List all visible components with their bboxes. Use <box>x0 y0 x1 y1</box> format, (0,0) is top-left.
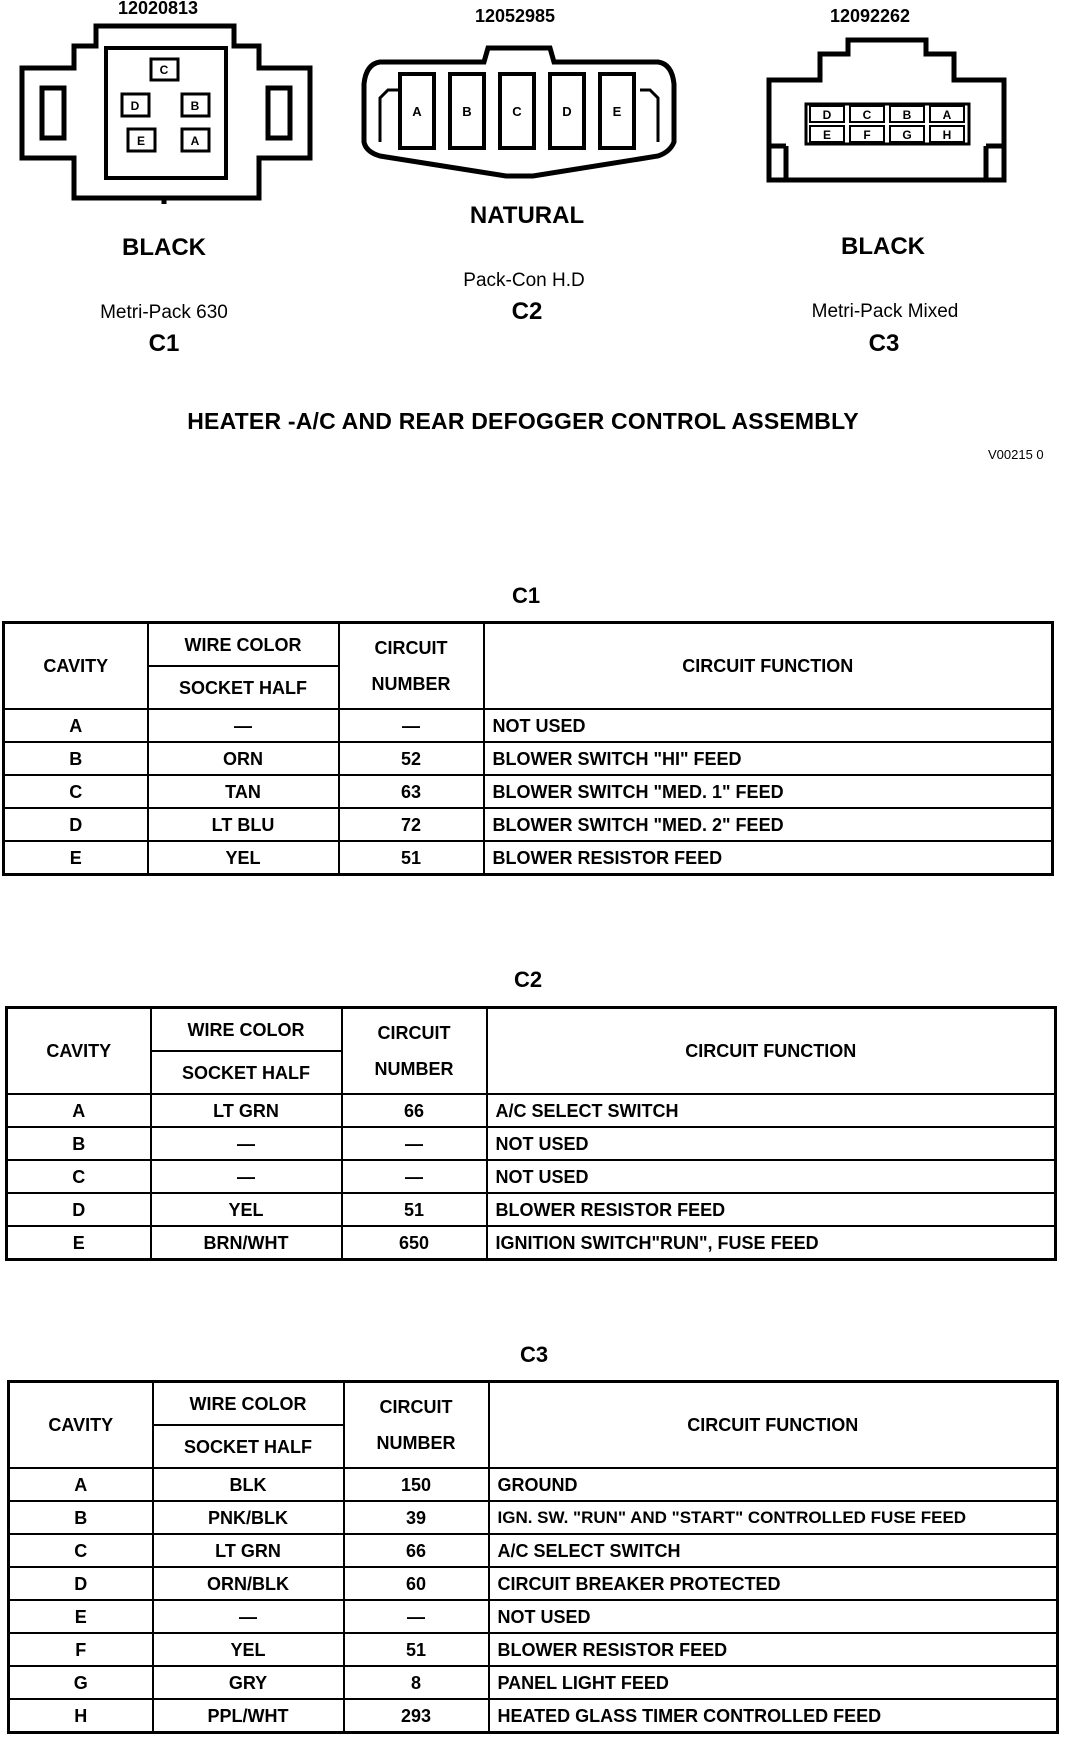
c3-cavity-label: B <box>902 108 912 122</box>
c2-part-number: 12052985 <box>474 6 556 26</box>
table-row <box>4 841 1053 875</box>
header-number: NUMBER <box>374 1059 454 1079</box>
wire-color-cell: ORN/BLK <box>153 1567 344 1600</box>
cavity-cell: B <box>9 1501 153 1534</box>
circuit-number-cell: — <box>344 1600 489 1633</box>
wire-color-cell: YEL <box>151 1193 342 1226</box>
c2-cavity-label: C <box>512 104 522 119</box>
c2-cavity-label: A <box>412 104 422 119</box>
c1-cavity-label: B <box>190 99 200 113</box>
c3-cavity-label: H <box>942 128 952 142</box>
wire-color-cell: — <box>153 1600 344 1633</box>
header-circuit: CIRCUIT <box>377 1023 451 1043</box>
header-function: CIRCUIT FUNCTION <box>489 1382 1058 1469</box>
header-wire-color: WIRE COLOR <box>148 623 339 667</box>
header-function: CIRCUIT FUNCTION <box>484 623 1053 710</box>
wire-color-cell: — <box>151 1160 342 1193</box>
circuit-function-cell: BLOWER SWITCH "MED. 2" FEED <box>484 808 1053 841</box>
table-row <box>9 1534 1058 1567</box>
circuit-function-cell: BLOWER RESISTOR FEED <box>487 1193 1056 1226</box>
table-c1-title: C1 <box>511 583 541 608</box>
circuit-function-cell: CIRCUIT BREAKER PROTECTED <box>489 1567 1058 1600</box>
c2-family: Pack-Con H.D <box>463 270 585 291</box>
circuit-number-cell: 60 <box>344 1567 489 1600</box>
circuit-number-cell: 150 <box>344 1468 489 1501</box>
cavity-cell: E <box>7 1226 151 1260</box>
header-socket-half: SOCKET HALF <box>148 666 339 709</box>
circuit-function-cell: PANEL LIGHT FEED <box>489 1666 1058 1699</box>
circuit-number-cell: — <box>339 709 484 742</box>
circuit-number-cell: — <box>342 1127 487 1160</box>
circuit-number-cell: 63 <box>339 775 484 808</box>
circuit-function-cell: A/C SELECT SWITCH <box>487 1094 1056 1127</box>
circuit-function-cell: IGNITION SWITCH"RUN", FUSE FEED <box>487 1226 1056 1260</box>
cavity-cell: A <box>4 709 148 742</box>
circuit-number-cell: 8 <box>344 1666 489 1699</box>
circuit-function-cell: BLOWER SWITCH "MED. 1" FEED <box>484 775 1053 808</box>
table-row <box>7 1160 1056 1193</box>
wire-color-cell: GRY <box>153 1666 344 1699</box>
c3-color: BLACK <box>841 233 925 260</box>
table-row <box>4 742 1053 775</box>
c3-id: C3 <box>868 330 900 357</box>
circuit-number-cell: — <box>342 1160 487 1193</box>
c1-color: BLACK <box>122 234 206 261</box>
c3-cavity-label: F <box>863 128 871 142</box>
table-row <box>9 1699 1058 1733</box>
circuit-number-cell: 72 <box>339 808 484 841</box>
circuit-function-cell: BLOWER RESISTOR FEED <box>484 841 1053 875</box>
circuit-function-cell: HEATED GLASS TIMER CONTROLLED FEED <box>489 1699 1058 1733</box>
circuit-number-cell: 293 <box>344 1699 489 1733</box>
table-row <box>9 1501 1058 1534</box>
table-c2 <box>5 1006 1057 1261</box>
circuit-function-cell: NOT USED <box>487 1127 1056 1160</box>
c1-cavity-label: E <box>136 134 146 148</box>
wire-color-cell: YEL <box>148 841 339 875</box>
cavity-cell: A <box>9 1468 153 1501</box>
wire-color-cell: TAN <box>148 775 339 808</box>
c2-cavity-label: B <box>462 104 472 119</box>
c2-cavity-label: D <box>562 104 572 119</box>
header-circuit-number <box>344 1382 489 1469</box>
figure-code: V00215 0 <box>988 447 1044 462</box>
cavity-cell: C <box>4 775 148 808</box>
header-cavity: CAVITY <box>9 1382 153 1469</box>
table-row <box>4 775 1053 808</box>
wire-color-cell: ORN <box>148 742 339 775</box>
table-row <box>7 1226 1056 1260</box>
wire-color-cell: PPL/WHT <box>153 1699 344 1733</box>
table-c3-title: C3 <box>519 1342 549 1367</box>
cavity-cell: D <box>7 1193 151 1226</box>
c3-connector-drawing <box>764 34 1010 200</box>
cavity-cell: E <box>9 1600 153 1633</box>
circuit-function-cell: NOT USED <box>489 1600 1058 1633</box>
cavity-cell: G <box>9 1666 153 1699</box>
header-socket-half: SOCKET HALF <box>153 1425 344 1468</box>
header-wire-color: WIRE COLOR <box>153 1382 344 1426</box>
wire-color-cell: — <box>148 709 339 742</box>
cavity-cell: F <box>9 1633 153 1666</box>
wire-color-cell: YEL <box>153 1633 344 1666</box>
header-wire-color: WIRE COLOR <box>151 1008 342 1052</box>
circuit-number-cell: 66 <box>344 1534 489 1567</box>
wire-color-cell: BRN/WHT <box>151 1226 342 1260</box>
c3-cavity-label: A <box>942 108 952 122</box>
table-c3 <box>7 1380 1059 1734</box>
circuit-number-cell: 51 <box>344 1633 489 1666</box>
c1-part-number: 12020813 <box>117 0 199 18</box>
circuit-function-cell: BLOWER RESISTOR FEED <box>489 1633 1058 1666</box>
c2-color: NATURAL <box>469 202 585 229</box>
header-number: NUMBER <box>371 674 451 694</box>
c1-cavity-label: C <box>159 63 169 77</box>
header-function: CIRCUIT FUNCTION <box>487 1008 1056 1095</box>
circuit-function-cell: IGN. SW. "RUN" AND "START" CONTROLLED FUSE FEED <box>489 1501 1058 1534</box>
table-row <box>9 1666 1058 1699</box>
cavity-cell: E <box>4 841 148 875</box>
header-number: NUMBER <box>376 1433 456 1453</box>
assembly-title: HEATER -A/C AND REAR DEFOGGER CONTROL ASSEMBLY <box>187 408 859 434</box>
table-row <box>9 1600 1058 1633</box>
cavity-cell: C <box>9 1534 153 1567</box>
header-circuit: CIRCUIT <box>379 1397 453 1417</box>
c1-connector-drawing <box>14 18 314 204</box>
cavity-cell: H <box>9 1699 153 1733</box>
c1-cavity-label: A <box>190 134 200 148</box>
header-circuit-number <box>339 623 484 710</box>
table-row <box>7 1127 1056 1160</box>
wire-color-cell: BLK <box>153 1468 344 1501</box>
header-cavity: CAVITY <box>7 1008 151 1095</box>
table-c2-title: C2 <box>513 967 543 992</box>
cavity-cell: A <box>7 1094 151 1127</box>
circuit-number-cell: 52 <box>339 742 484 775</box>
header-circuit: CIRCUIT <box>374 638 448 658</box>
wire-color-cell: LT GRN <box>153 1534 344 1567</box>
c3-part-number: 12092262 <box>829 6 911 26</box>
circuit-function-cell: GROUND <box>489 1468 1058 1501</box>
c2-cavity-label: E <box>612 104 622 119</box>
circuit-number-cell: 51 <box>342 1193 487 1226</box>
circuit-function-cell: A/C SELECT SWITCH <box>489 1534 1058 1567</box>
table-row <box>4 808 1053 841</box>
circuit-number-cell: 39 <box>344 1501 489 1534</box>
wire-color-cell: LT GRN <box>151 1094 342 1127</box>
circuit-number-cell: 66 <box>342 1094 487 1127</box>
table-row <box>7 1193 1056 1226</box>
circuit-function-cell: BLOWER SWITCH "HI" FEED <box>484 742 1053 775</box>
circuit-number-cell: 51 <box>339 841 484 875</box>
table-row <box>4 709 1053 742</box>
circuit-function-cell: NOT USED <box>487 1160 1056 1193</box>
cavity-cell: B <box>4 742 148 775</box>
c3-cavity-label: G <box>902 128 912 142</box>
table-row <box>9 1567 1058 1600</box>
c3-cavity-label: E <box>822 128 832 142</box>
header-circuit-number <box>342 1008 487 1095</box>
header-socket-half: SOCKET HALF <box>151 1051 342 1094</box>
wire-color-cell: — <box>151 1127 342 1160</box>
c1-family: Metri-Pack 630 <box>100 302 228 323</box>
table-row <box>7 1094 1056 1127</box>
cavity-cell: B <box>7 1127 151 1160</box>
c1-id: C1 <box>148 330 180 357</box>
circuit-function-cell: NOT USED <box>484 709 1053 742</box>
c1-cavity-label: D <box>130 99 140 113</box>
table-row <box>9 1468 1058 1501</box>
wire-color-cell: PNK/BLK <box>153 1501 344 1534</box>
circuit-number-cell: 650 <box>342 1226 487 1260</box>
cavity-cell: D <box>9 1567 153 1600</box>
table-row <box>9 1633 1058 1666</box>
header-cavity: CAVITY <box>4 623 148 710</box>
c2-id: C2 <box>511 298 543 325</box>
c3-family: Metri-Pack Mixed <box>811 301 959 322</box>
cavity-cell: D <box>4 808 148 841</box>
c3-cavity-label: D <box>822 108 832 122</box>
table-c1 <box>2 621 1054 876</box>
c2-connector-drawing <box>358 44 680 184</box>
c3-cavity-label: C <box>862 108 872 122</box>
cavity-cell: C <box>7 1160 151 1193</box>
wire-color-cell: LT BLU <box>148 808 339 841</box>
